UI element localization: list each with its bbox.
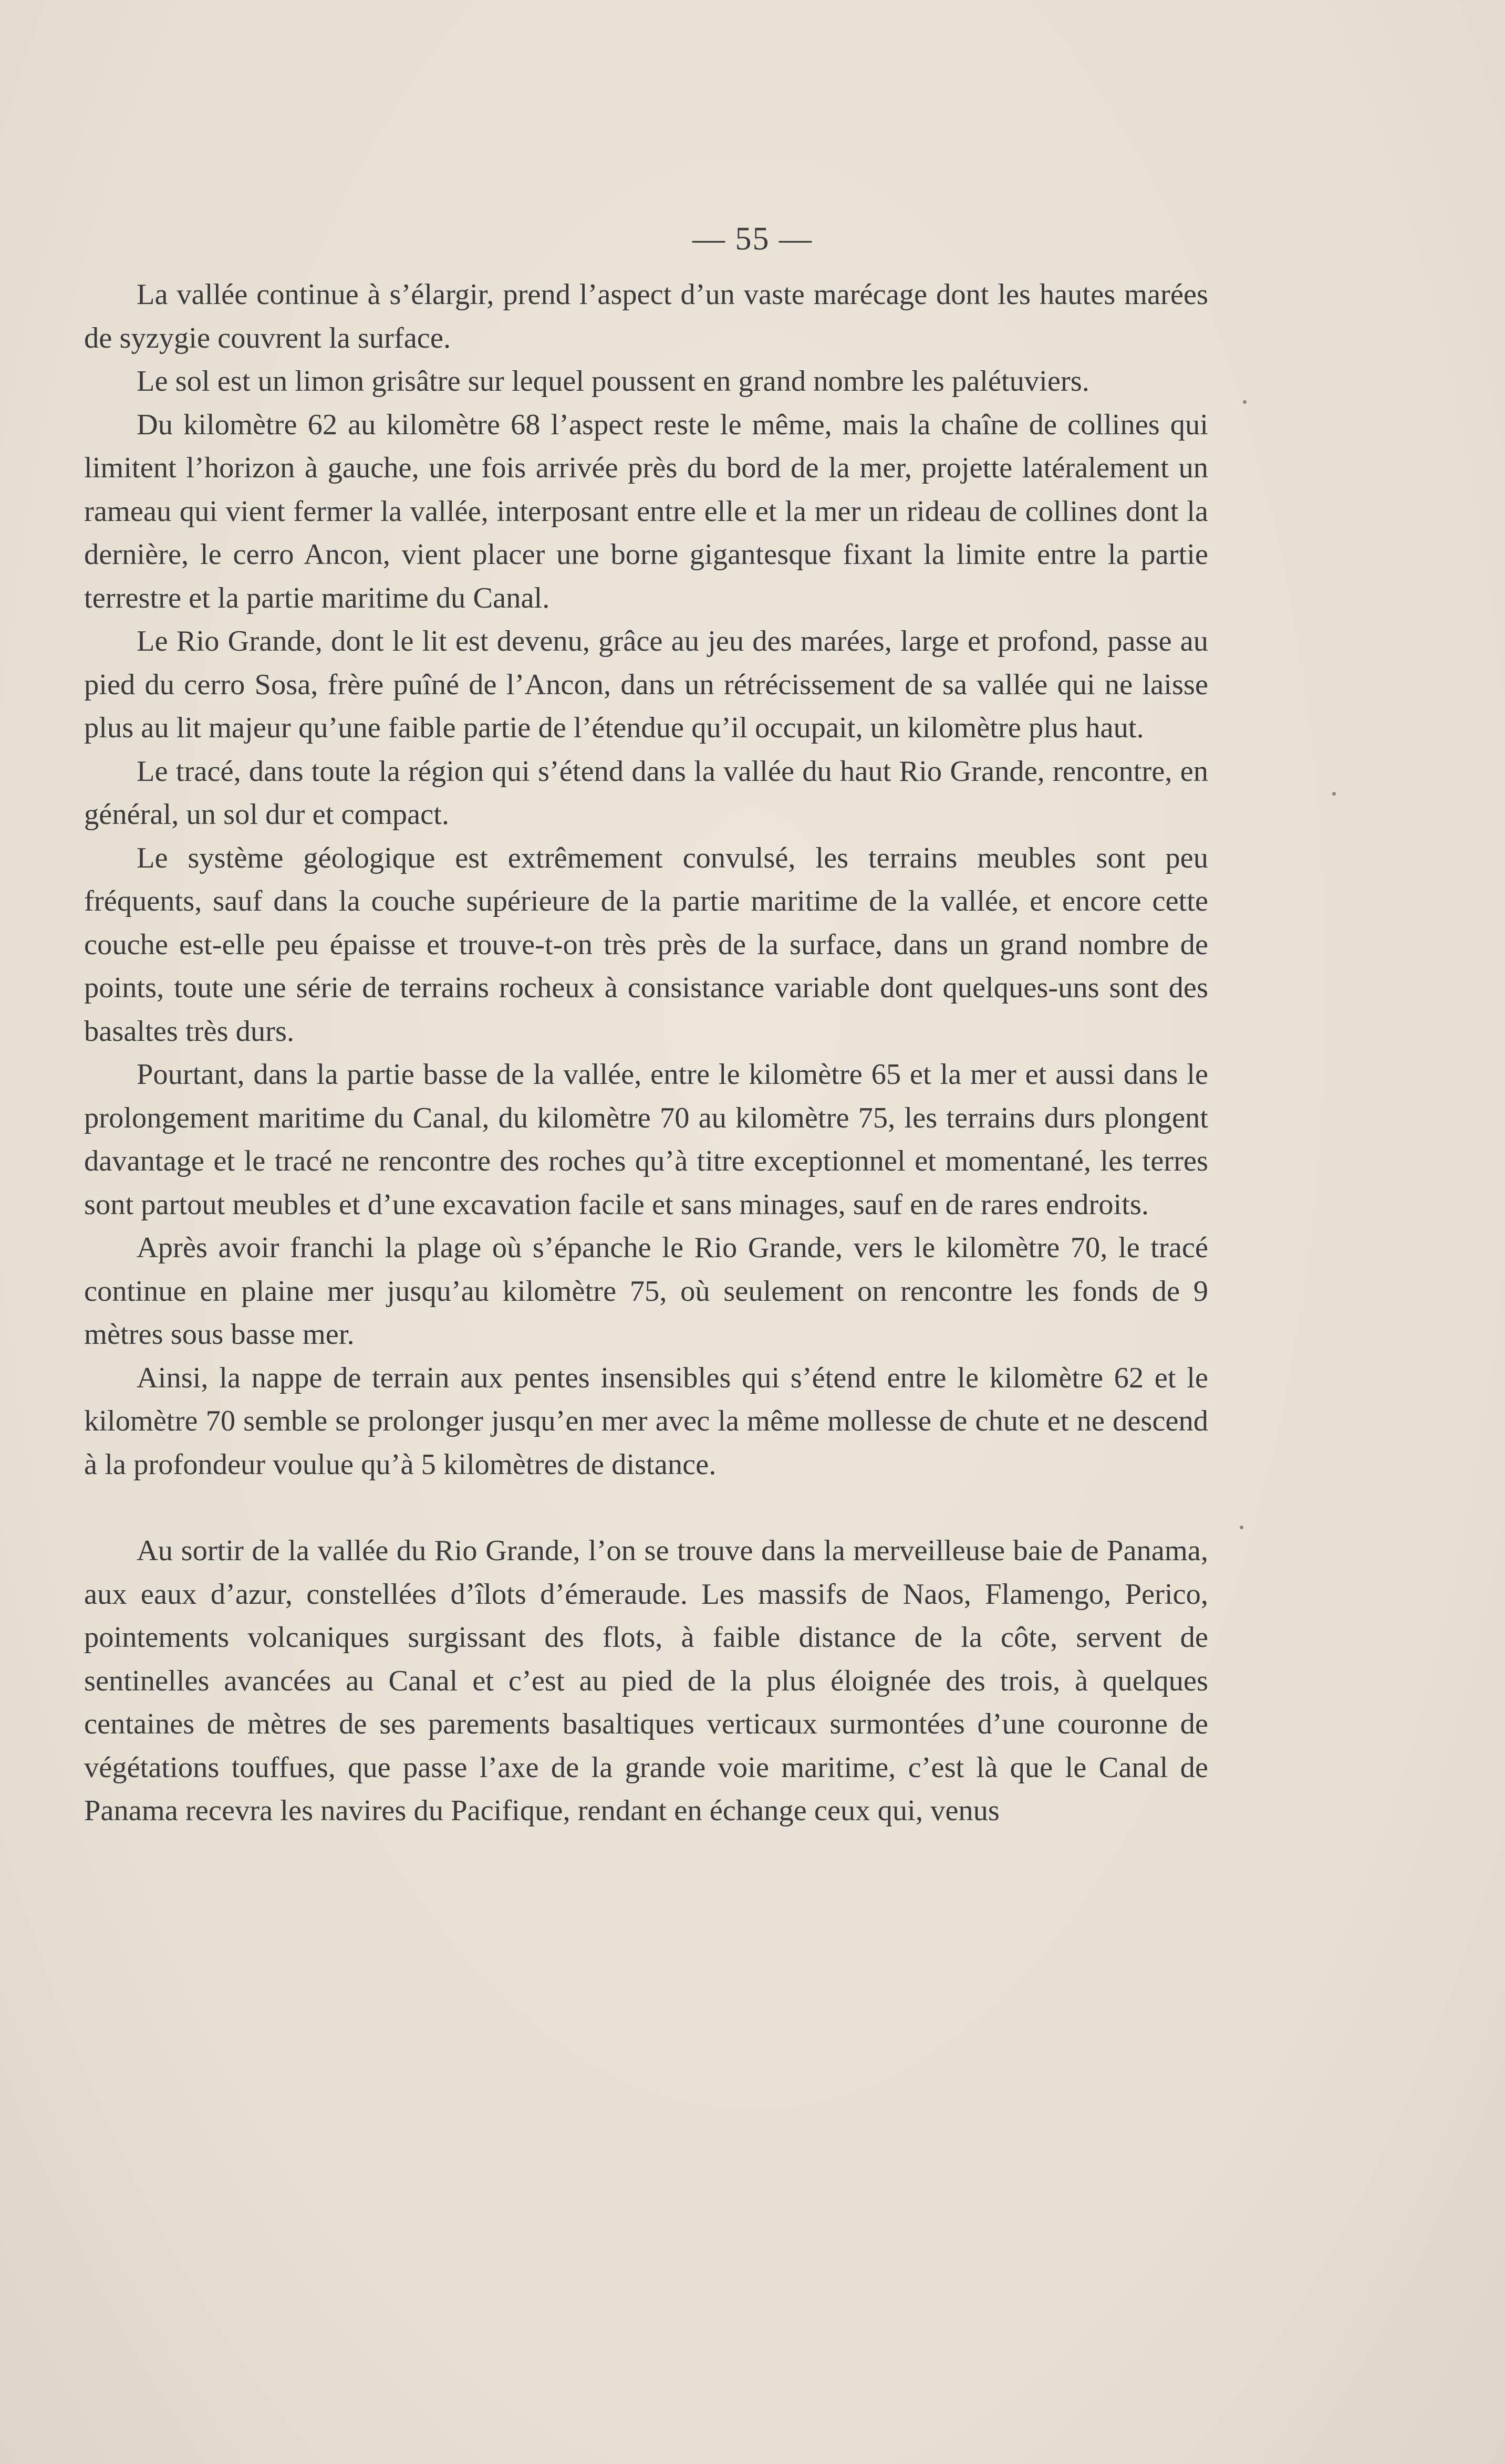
paragraph: Le système géologique est extrêmement convulsé, les terrains meubles sont peu fréquents, sauf dans la couche supérieure de la partie maritime de la vallée, et encore cette couche est-elle peu épaisse et trouve-t-on très près de la surface, dans un grand nombre de points, toute une série de terrains rocheux à consistance variable dont quelques-uns sont des basaltes très durs. xyxy=(84,841,1208,1048)
scan-speck xyxy=(1332,792,1336,796)
page-number: — 55 — xyxy=(692,221,813,257)
paragraph: Après avoir franchi la plage où s’épanche le Rio Grande, vers le kilomètre 70, le tracé continue en plaine mer jusqu’au kilomètre 75, où seulement on rencontre les fonds de 9 mètres sous basse mer. xyxy=(84,1231,1208,1351)
paragraph: Au sortir de la vallée du Rio Grande, l’on se trouve dans la merveilleuse baie de Panama, aux eaux d’azur, constellées d’îlots d’émeraude. Les massifs de Naos, Flamengo, Perico, pointements volcaniques surgissant des flots, à faible distance de la côte, servent de sentinelles avancées au Canal et c’est au pied de la plus éloignée des trois, à quelques centaines de mètres de ses parements basaltiques verticaux surmontées d’une couronne de végétations touffues, que passe l’axe de la grande voie maritime, c’est là que le Canal de Panama recevra les navires du Pacifique, rendant en échange ceux qui, venus xyxy=(84,1534,1208,1827)
paragraph: Ainsi, la nappe de terrain aux pentes insensibles qui s’étend entre le kilomètre 62 et le kilomètre 70 semble se prolonger jusqu’en mer avec la même mollesse de chute et ne descend à la profondeur voulue qu’à 5 kilomètres de distance. xyxy=(84,1361,1208,1481)
paragraph: Le Rio Grande, dont le lit est devenu, grâce au jeu des marées, large et profond, passe au pied du cerro Sosa, frère puîné de l’Ancon, dans un rétrécissement de sa vallée qui ne laisse plus au lit majeur qu’une faible partie de l’étendue qu’il occupait, un kilomètre plus haut. xyxy=(84,625,1208,744)
scan-speck xyxy=(1240,1526,1243,1529)
paragraph: Du kilomètre 62 au kilomètre 68 l’aspect reste le même, mais la chaîne de collines qui limitent l’horizon à gauche, une fois arrivée près du bord de la mer, projette latéralement un rameau qui vient fermer la vallée, interposant entre elle et la mer un rideau de collines dont la dernière, le cerro Ancon, vient placer une borne gigantesque fixant la limite entre la partie terrestre et la partie maritime du Canal. xyxy=(84,408,1208,614)
paragraph: La vallée continue à s’élargir, prend l’aspect d’un vaste marécage dont les hautes marées de syzygie couvrent la surface. xyxy=(84,278,1208,354)
scan-speck xyxy=(1243,400,1247,404)
paragraph: Le sol est un limon grisâtre sur lequel poussent en grand nombre les palétuviers. xyxy=(137,365,1089,398)
paragraph: Le tracé, dans toute la région qui s’étend dans la vallée du haut Rio Grande, rencontre, en général, un sol dur et compact. xyxy=(84,755,1208,831)
paragraph: Pourtant, dans la partie basse de la vallée, entre le kilomètre 65 et la mer et aussi dans le prolongement maritime du Canal, du kilomètre 70 au kilomètre 75, les terrains durs plongent davantage et le tracé ne rencontre des roches qu’à titre exceptionnel et momentané, les terres sont partout meubles et d’une excavation facile et sans minages, sauf en de rares endroits. xyxy=(84,1058,1208,1221)
body-text xyxy=(84,273,1208,1833)
